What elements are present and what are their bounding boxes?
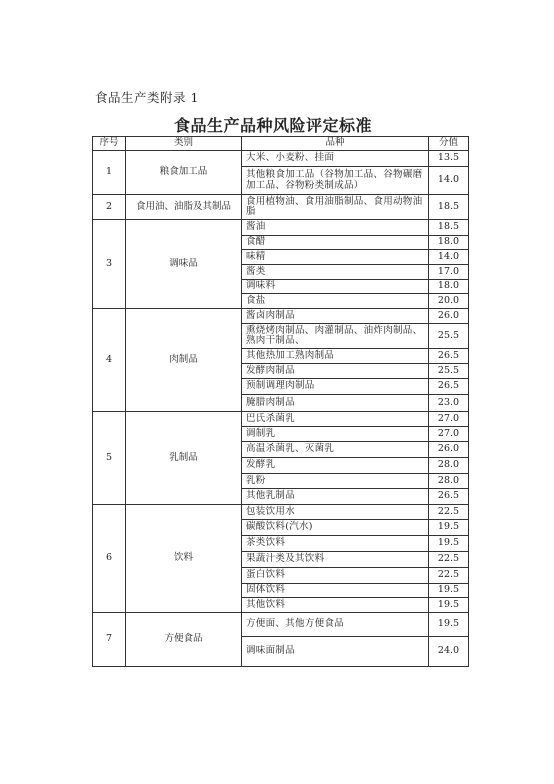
document-title: 食品生产品种风险评定标准	[173, 116, 372, 135]
cell-score: 13.5	[429, 151, 469, 167]
cell-item: 包装饮用水	[242, 505, 429, 520]
cell-serial-no: 7	[93, 613, 126, 667]
cell-score: 27.0	[429, 427, 469, 442]
cell-category: 方便食品	[126, 613, 242, 667]
cell-serial-no: 4	[93, 309, 126, 412]
cell-score: 22.5	[429, 552, 469, 568]
cell-score: 27.0	[429, 412, 469, 427]
cell-score: 14.0	[429, 167, 469, 195]
cell-item: 酱卤肉制品	[242, 309, 429, 324]
cell-score: 22.5	[429, 505, 469, 520]
cell-score: 25.5	[429, 324, 469, 349]
cell-serial-no: 5	[93, 412, 126, 505]
table-row	[93, 309, 469, 324]
cell-score: 28.0	[429, 474, 469, 489]
cell-score: 18.0	[429, 280, 469, 294]
table-row	[93, 613, 469, 637]
cell-item: 酱油	[242, 220, 429, 236]
header-score: 分值	[429, 137, 469, 151]
cell-item: 其他饮料	[242, 598, 429, 613]
cell-category: 粮食加工品	[126, 151, 242, 195]
cell-serial-no: 2	[93, 195, 126, 220]
cell-item: 巴氏杀菌乳	[242, 412, 429, 427]
cell-score: 26.0	[429, 309, 469, 324]
cell-score: 28.0	[429, 458, 469, 474]
header-row	[93, 137, 469, 151]
cell-item: 调味料	[242, 280, 429, 294]
cell-item: 食用植物油、食用油脂制品、食用动物油脂	[242, 195, 429, 220]
cell-score: 25.5	[429, 364, 469, 379]
table-body	[93, 151, 469, 667]
cell-serial-no: 6	[93, 505, 126, 613]
cell-category: 肉制品	[126, 309, 242, 412]
cell-item: 其他热加工熟肉制品	[242, 349, 429, 364]
header-item: 品种	[242, 137, 429, 151]
cell-item: 调味面制品	[242, 637, 429, 667]
cell-item: 茶类饮料	[242, 536, 429, 552]
cell-category: 调味品	[126, 220, 242, 309]
cell-score: 22.5	[429, 568, 469, 584]
cell-score: 23.0	[429, 395, 469, 412]
cell-item: 食盐	[242, 294, 429, 309]
cell-score: 17.0	[429, 265, 469, 280]
cell-item: 调制乳	[242, 427, 429, 442]
table-row	[93, 195, 469, 220]
cell-item: 高温杀菌乳、灭菌乳	[242, 442, 429, 458]
cell-serial-no: 3	[93, 220, 126, 309]
cell-score: 19.5	[429, 598, 469, 613]
cell-item: 其他乳制品	[242, 489, 429, 505]
cell-score: 26.5	[429, 489, 469, 505]
cell-category: 乳制品	[126, 412, 242, 505]
cell-item: 腌腊肉制品	[242, 395, 429, 412]
cell-score: 18.5	[429, 195, 469, 220]
cell-category: 饮料	[126, 505, 242, 613]
cell-score: 20.0	[429, 294, 469, 309]
cell-item: 其他粮食加工品（谷物加工品、谷物碾磨加工品、谷物粉类制成品）	[242, 167, 429, 195]
cell-category: 食用油、油脂及其制品	[126, 195, 242, 220]
cell-score: 19.5	[429, 584, 469, 598]
cell-score: 18.5	[429, 220, 469, 236]
cell-item: 发酵乳	[242, 458, 429, 474]
cell-item: 大米、小麦粉、挂面	[242, 151, 429, 167]
table-row	[93, 412, 469, 427]
cell-score: 26.5	[429, 349, 469, 364]
cell-item: 预制调理肉制品	[242, 379, 429, 395]
cell-score: 19.5	[429, 536, 469, 552]
cell-item: 碳酸饮料(汽水)	[242, 520, 429, 536]
cell-serial-no: 1	[93, 151, 126, 195]
cell-score: 24.0	[429, 637, 469, 667]
table-row	[93, 151, 469, 167]
cell-item: 味精	[242, 250, 429, 265]
cell-item: 发酵肉制品	[242, 364, 429, 379]
cell-item: 乳粉	[242, 474, 429, 489]
cell-score: 19.5	[429, 520, 469, 536]
cell-score: 14.0	[429, 250, 469, 265]
cell-score: 26.0	[429, 442, 469, 458]
cell-score: 18.0	[429, 236, 469, 250]
cell-item: 果蔬汁类及其饮料	[242, 552, 429, 568]
appendix-label: 食品生产类附录 1	[95, 90, 199, 105]
risk-table	[92, 136, 469, 667]
table-row	[93, 220, 469, 236]
cell-item: 蛋白饮料	[242, 568, 429, 584]
cell-item: 熏烧烤肉制品、肉灌制品、油炸肉制品、熟肉干制品、	[242, 324, 429, 349]
table-row	[93, 505, 469, 520]
cell-item: 食醋	[242, 236, 429, 250]
cell-item: 酱类	[242, 265, 429, 280]
cell-item: 固体饮料	[242, 584, 429, 598]
cell-item: 方便面、其他方便食品	[242, 613, 429, 637]
cell-score: 26.5	[429, 379, 469, 395]
cell-score: 19.5	[429, 613, 469, 637]
header-no: 序号	[93, 137, 126, 151]
header-category: 类别	[126, 137, 242, 151]
